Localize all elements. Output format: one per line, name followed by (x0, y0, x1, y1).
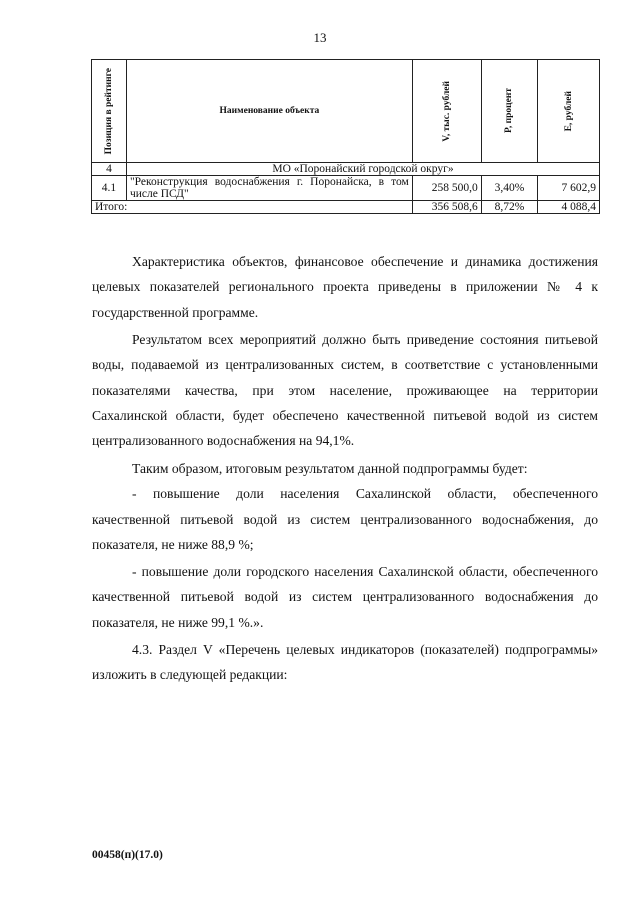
total-volume: 356 508,6 (412, 201, 481, 214)
total-label: Итого: (92, 201, 413, 214)
document-code: 00458(п)(17.0) (92, 849, 163, 861)
paragraph-section-4-3: 4.3. Раздел V «Перечень целевых индикаторов (показателей) подпрограммы» изложить в следующей редакции: (92, 642, 598, 683)
header-name: Наименование объекта (126, 60, 412, 163)
body-text-block-5 (92, 637, 598, 688)
section-row (92, 163, 600, 176)
section-number: 4 (92, 163, 127, 176)
header-e: E, рублей (538, 60, 600, 163)
total-row (92, 201, 600, 214)
total-e: 4 088,4 (538, 201, 600, 214)
item-volume: 258 500,0 (412, 176, 481, 201)
section-title: МО «Поронайский городской округ» (126, 163, 599, 176)
body-text-block-3 (92, 456, 598, 557)
body-text-block-2 (92, 327, 598, 453)
item-percent: 3,40% (481, 176, 538, 201)
objects-table (91, 59, 600, 214)
header-volume: V, тыс. рублей (412, 60, 481, 163)
table-row (92, 176, 600, 201)
total-percent: 8,72% (481, 201, 538, 214)
paragraph-bullet-1: - повышение доли населения Сахалинской области, обеспеченного качественной питьевой водой из систем централизованного водоснабжения, до показателя, не ниже 88,9 %; (92, 486, 598, 552)
page-number: 13 (313, 30, 327, 45)
body-text-block-1 (92, 249, 598, 325)
paragraph-characteristics: Характеристика объектов, финансовое обеспечение и динамика достижения целевых показателей регионального проекта приведены в приложении № 4 к государственной программе. (92, 254, 598, 320)
item-name: "Реконструкция водоснабжения г. Поронайска, в том числе ПСД" (126, 176, 412, 201)
item-e: 7 602,9 (538, 176, 600, 201)
header-percent: P, процент (481, 60, 538, 163)
body-text-block-4 (92, 559, 598, 635)
header-position: Позиция в рейтинге (92, 60, 127, 163)
table-header-row (92, 60, 600, 163)
item-number: 4.1 (92, 176, 127, 201)
paragraph-bullet-2: - повышение доли городского населения Сахалинской области, обеспеченного качественной питьевой водой из систем централизованного водоснабжения до показателя, не ниже 99,1 %.». (92, 564, 598, 630)
paragraph-summary: Таким образом, итоговым результатом данной подпрограммы будет: (132, 461, 528, 476)
paragraph-result: Результатом всех мероприятий должно быть приведение состояния питьевой воды, подаваемой из централизованных систем, в соответствие с установленными показателями качества, при этом население, проживающее на территории Сахалинской области, будет обеспечено качественной питьевой водой из систем централизованного водоснабжения на 94,1%. (92, 332, 598, 449)
